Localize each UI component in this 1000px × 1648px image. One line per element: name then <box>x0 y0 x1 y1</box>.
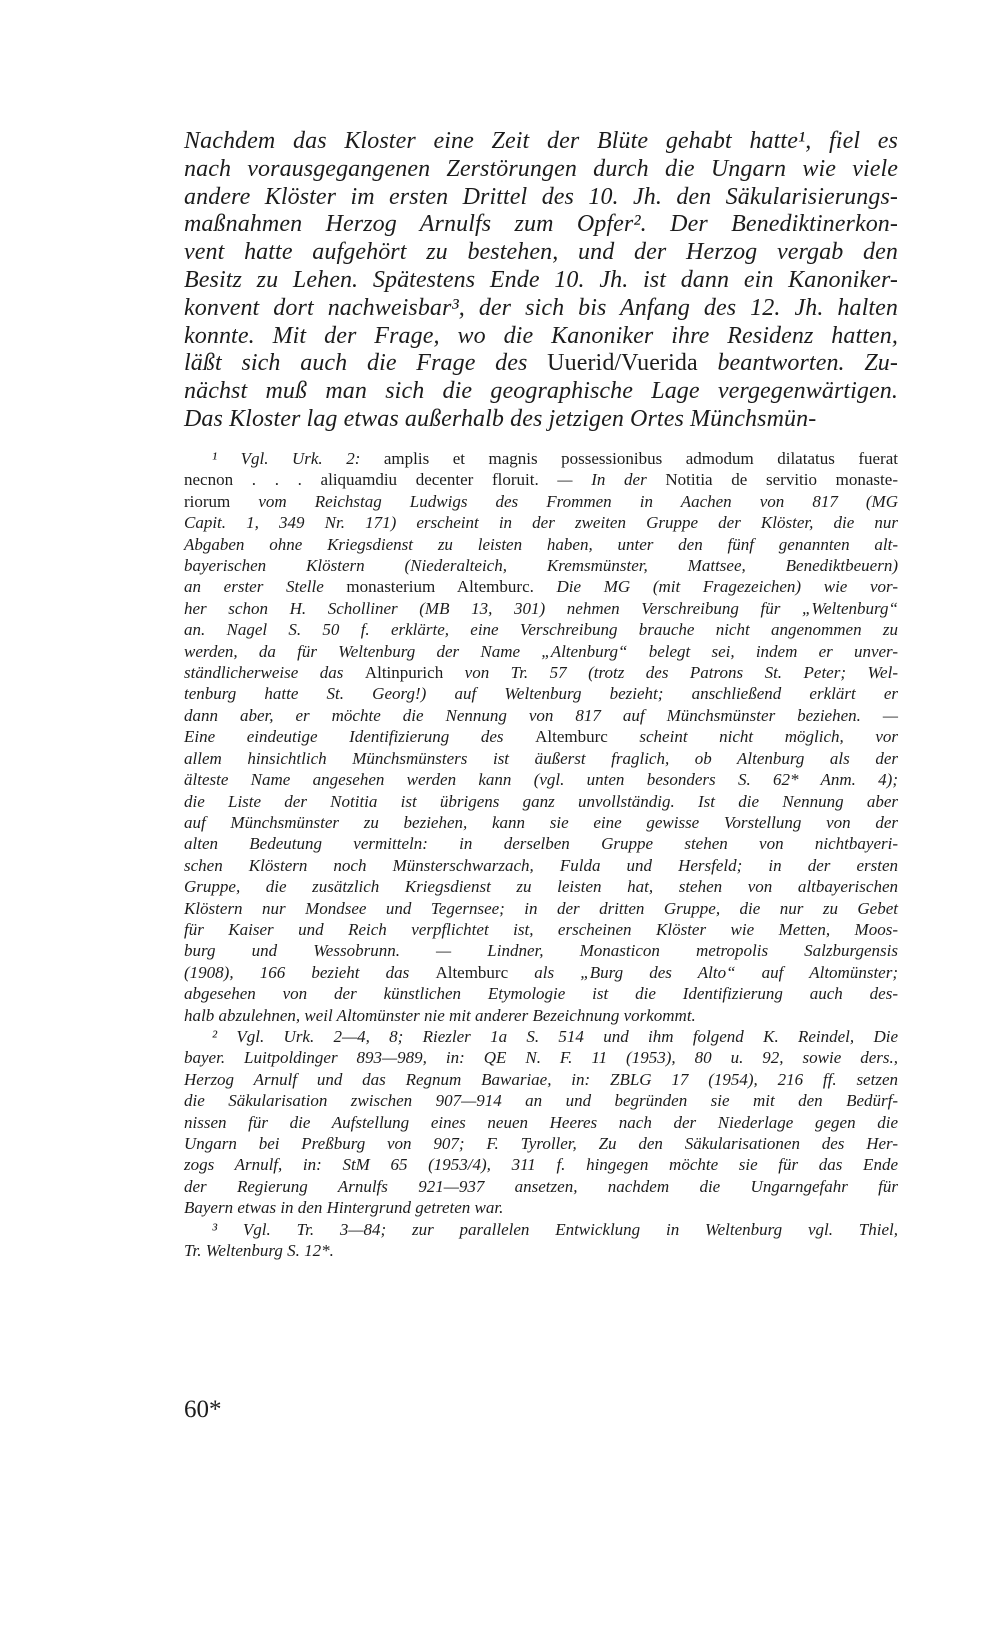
footnote-line <box>184 662 898 683</box>
footnote-line <box>184 962 898 983</box>
footnote-line <box>184 876 898 897</box>
text-span: läßt sich auch die Frage des <box>184 350 548 377</box>
body-line <box>184 295 898 323</box>
text-span: nach vorausgegangenen Zerstörungen durch die Ungarn wie viele <box>184 155 898 182</box>
body-line <box>184 267 898 295</box>
footnote-line <box>184 855 898 876</box>
text-span: abgesehen von der künstlichen Etymologie ist die Identifizierung auch des- <box>184 984 898 1004</box>
text-span: alten Bedeutung vermitteln: in derselben Gruppe stehen von nichtbayeri- <box>184 834 898 854</box>
text-span: Ungarn bei Preßburg von 907; F. Tyroller, Zu den Säkularisationen des Her- <box>184 1134 898 1153</box>
text-span: (1908), 166 bezieht das <box>184 962 436 982</box>
text-span: die Säkularisation zwischen 907—914 an und begründen sie mit den Bedürf- <box>184 1091 898 1111</box>
text-span: tenburg hatte St. Georg!) auf Weltenburg bezieht; anschließend erklärt er <box>184 684 898 704</box>
latin-quote: Altinpurich <box>364 663 444 683</box>
text-span: halb abzulehnen, weil Altomünster nie mit anderer Bezeichnung vorkommt. <box>184 1005 696 1025</box>
text-span: an erster Stelle <box>184 577 347 597</box>
text-span: zogs Arnulf, in: StM 65 (1953/4), 311 f. hingegen möchte sie für das Ende <box>184 1155 898 1175</box>
text-span: konvent dort nachweisbar³, der sich bis Anfang des 12. Jh. halten <box>184 294 898 321</box>
text-span: auf Münchsmünster zu beziehen, kann sie eine gewisse Vorstellung von der <box>184 812 898 832</box>
footnote-line <box>184 1026 898 1047</box>
text-span: andere Klöster im ersten Drittel des 10. Jh. den Säkularisierungs- <box>184 183 898 210</box>
footnote-line <box>184 469 898 490</box>
latin-quote: necnon . . . aliquamdiu decenter floruit. <box>184 470 539 490</box>
footnote-line <box>184 791 898 812</box>
text-span: an. Nagel S. 50 f. erklärte, eine Verschreibung brauche nicht angenommen zu <box>184 620 898 640</box>
text-span: Die MG (mit Fragezeichen) wie vor- <box>533 577 898 597</box>
text-span: Klöstern nur Mondsee und Tegernsee; in der dritten Gruppe, die nur zu Gebet <box>184 898 898 918</box>
text-span: Abgaben ohne Kriegsdienst zu leisten haben, unter den fünf genannten alt- <box>184 534 898 554</box>
text-span: ² Vgl. Urk. 2—4, 8; Riezler 1a S. 514 und ihm folgend K. Reindel, Die <box>212 1026 898 1046</box>
text-span: Nachdem das Kloster eine Zeit der Blüte gehabt hatte¹, fiel es <box>184 128 898 154</box>
text-span: konnte. Mit der Frage, wo die Kanoniker ihre Residenz hatten, <box>184 322 898 349</box>
footnotes <box>184 448 898 1261</box>
footnote-line <box>184 919 898 940</box>
text-span: Herzog Arnulf und das Regnum Bawariae, in: ZBLG 17 (1954), 216 ff. setzen <box>184 1069 898 1089</box>
footnote-line <box>184 641 898 662</box>
text-span: vom Reichstag Ludwigs des Frommen in Aachen von 817 (MG <box>230 491 898 511</box>
footnote-line <box>184 1176 898 1197</box>
text-span: maßnahmen Herzog Arnulfs zum Opfer². Der Benediktinerkon- <box>184 211 898 238</box>
body-line <box>184 350 898 378</box>
text-span: die Liste der Notitia ist übrigens ganz unvollständig. Ist die Nennung aber <box>184 791 898 811</box>
text-span: ¹ Vgl. Urk. 2: <box>212 449 384 468</box>
footnote-line <box>184 491 898 512</box>
footnote-line <box>184 833 898 854</box>
text-span: beantworten. Zu- <box>697 350 898 377</box>
footnote-line <box>184 769 898 790</box>
footnote-line <box>184 555 898 576</box>
footnote-line <box>184 1112 898 1133</box>
text-span: bayerischen Klöstern (Niederalteich, Kremsmünster, Mattsee, Benediktbeuern) <box>184 556 898 576</box>
body-line <box>184 378 898 406</box>
text-span: bayer. Luitpoldinger 893—989, in: QE N. F. 11 (1953), 80 u. 92, sowie ders., <box>184 1048 898 1068</box>
body-line <box>184 406 898 434</box>
footnote-line <box>184 534 898 555</box>
text-span: als „Burg des Alto“ auf Altomünster; <box>508 962 898 982</box>
page-number: 60* <box>184 1396 222 1423</box>
footnote-line <box>184 705 898 726</box>
text-span: Besitz zu Lehen. Spätestens Ende 10. Jh. ist dann ein Kanoniker- <box>184 266 898 293</box>
body-line <box>184 323 898 351</box>
latin-quote: riorum <box>184 491 231 511</box>
text-span: ³ Vgl. Tr. 3—84; zur parallelen Entwicklung in Weltenburg vgl. Thiel, <box>212 1219 898 1239</box>
footnote-line <box>184 576 898 597</box>
body-line <box>184 156 898 184</box>
body-line <box>184 184 898 212</box>
main-text <box>184 128 898 434</box>
footnote-line <box>184 726 898 747</box>
footnote-line <box>184 940 898 961</box>
body-line <box>184 211 898 239</box>
footnote-line <box>184 1047 898 1068</box>
text-span: nissen für die Aufstellung eines neuen Heeres nach der Niederlage gegen die <box>184 1112 898 1132</box>
text-span: der Regierung Arnulfs 921—937 ansetzen, nachdem die Ungarngefahr für <box>184 1176 898 1196</box>
latin-quote: Notitia de servitio monaste- <box>665 470 898 490</box>
footnote-line <box>184 1240 898 1261</box>
footnote-line <box>184 1133 898 1154</box>
footnote-line <box>184 983 898 1004</box>
footnote-line <box>184 1005 898 1026</box>
footnote-line <box>184 1069 898 1090</box>
text-span: Capit. 1, 349 Nr. 171) erscheint in der zweiten Gruppe der Klöster, die nur <box>184 513 898 533</box>
footnote-line <box>184 619 898 640</box>
latin-quote: amplis et magnis possessionibus admodum dilatatus fuerat <box>383 449 898 468</box>
footnote-line <box>184 1090 898 1111</box>
text-span: allem hinsichtlich Münchsmünsters ist äußerst fraglich, ob Altenburg als der <box>184 748 898 768</box>
footnote-line <box>184 748 898 769</box>
footnote-line <box>184 683 898 704</box>
text-span: Tr. Weltenburg S. 12*. <box>184 1241 334 1261</box>
text-span: Eine eindeutige Identifizierung des <box>184 727 536 747</box>
footnote-line <box>184 598 898 619</box>
text-span: nächst muß man sich die geographische Lage vergegenwärtigen. <box>184 378 898 405</box>
text-span: von Tr. 57 (trotz des Patrons St. Peter; Wel- <box>443 663 898 683</box>
text-span: dann aber, er möchte die Nennung von 817 auf Münchsmünster beziehen. — <box>184 705 898 725</box>
text-span: Das Kloster lag etwas außerhalb des jetzigen Ortes Münchsmün- <box>184 405 817 432</box>
latin-quote: Altemburc <box>535 727 608 747</box>
text-span: burg und Wessobrunn. — Lindner, Monasticon metropolis Salzburgensis <box>184 941 898 961</box>
latin-quote: Altemburc <box>435 962 509 982</box>
footnote-line <box>184 1197 898 1218</box>
footnote-line <box>184 512 898 533</box>
text-span: — In der <box>538 470 666 490</box>
text-span: scheint nicht möglich, vor <box>607 727 898 747</box>
footnote-line <box>184 812 898 833</box>
latin-quote: Uuerid/Vuerida <box>547 350 698 377</box>
text-span: werden, da für Weltenburg der Name „Altenburg“ belegt sei, indem er unver- <box>184 641 898 661</box>
footnote-line <box>184 898 898 919</box>
footnote-line <box>184 1219 898 1240</box>
text-span: älteste Name angesehen werden kann (vgl. unten besonders S. 62* Anm. 4); <box>184 770 898 790</box>
text-span: vent hatte aufgehört zu bestehen, und der Herzog vergab den <box>184 239 898 266</box>
text-span: ständlicherweise das <box>184 663 365 683</box>
footnote-line <box>184 1154 898 1175</box>
footnote-line <box>184 448 898 469</box>
text-span: her schon H. Scholliner (MB 13, 301) nehmen Verschreibung für „Weltenburg“ <box>184 598 898 618</box>
text-span: Bayern etwas in den Hintergrund getreten war. <box>184 1198 504 1218</box>
text-span: schen Klöstern noch Münsterschwarzach, Fulda und Hersfeld; in der ersten <box>184 855 898 875</box>
latin-quote: monasterium Altemburc. <box>346 577 534 597</box>
text-span: für Kaiser und Reich verpflichtet ist, erscheinen Klöster wie Metten, Moos- <box>184 919 898 939</box>
text-span: Gruppe, die zusätzlich Kriegsdienst zu leisten hat, stehen von altbayerischen <box>184 877 898 897</box>
body-line <box>184 128 898 156</box>
body-line <box>184 239 898 267</box>
